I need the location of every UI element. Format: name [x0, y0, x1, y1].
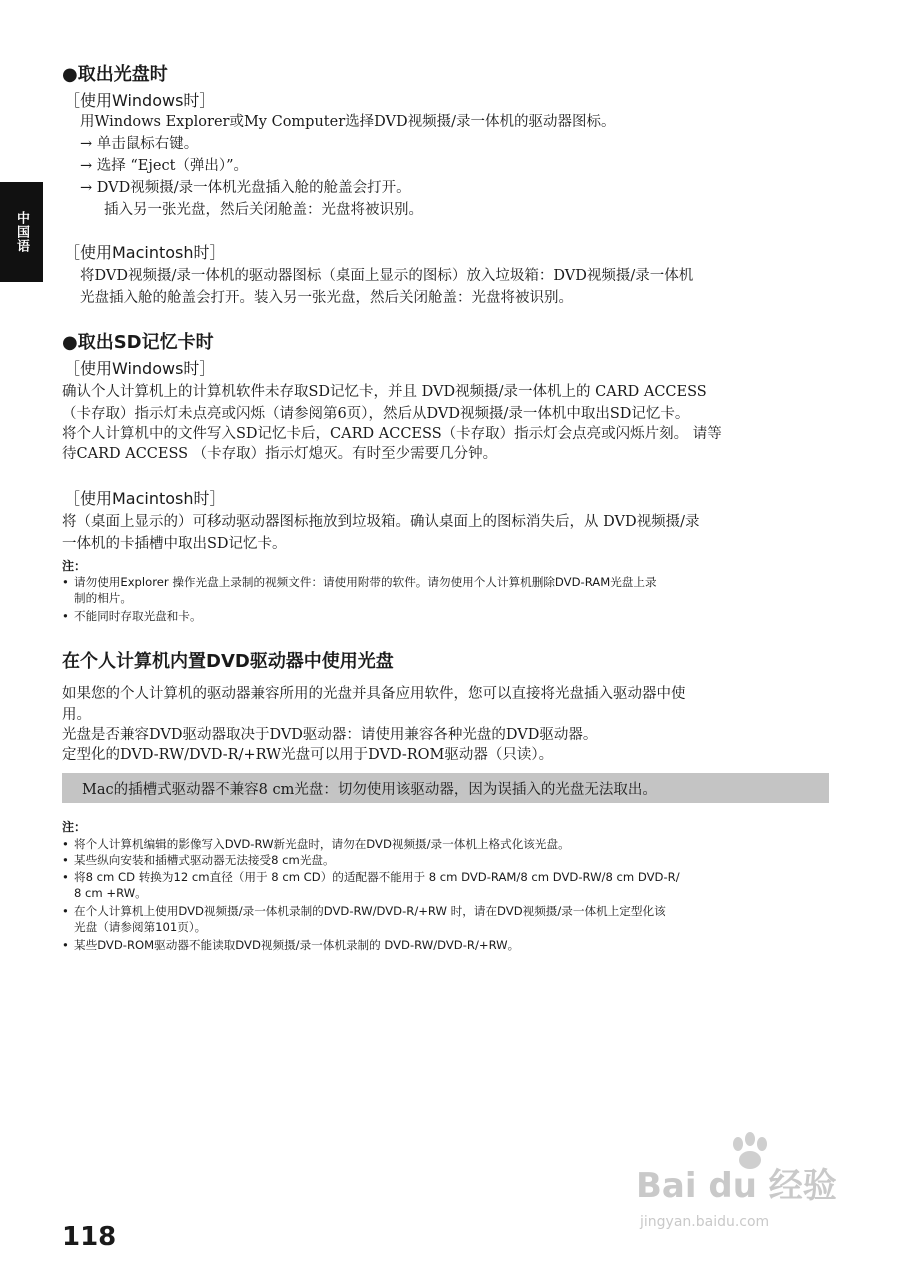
note-label: 注：: [62, 820, 87, 834]
note-item: •: [62, 904, 69, 918]
note-label: 注：: [62, 559, 87, 573]
note-item: •: [62, 938, 69, 952]
note-line: 某些纵向安装和插槽式驱动器无法接受8 cm光盘。: [74, 853, 335, 867]
section-title-eject-disc: ●取出光盘时: [62, 64, 168, 85]
note-line: 某些DVD-ROM驱动器不能读取DVD视频摄/录一体机录制的 DVD-RW/DVD-R/+RW。: [74, 938, 520, 952]
step-line: → 单击鼠标右键。: [80, 136, 199, 152]
warning-text: Mac的插槽式驱动器不兼容8 cm光盘：切勿使用该驱动器，因为误插入的光盘无法取出。: [82, 781, 657, 798]
note-item: •: [62, 609, 69, 623]
windows-heading: ［使用Windows时］: [64, 91, 216, 110]
note-line: 请勿使用Explorer 操作光盘上录制的视频文件：请使用附带的软件。请勿使用个人计算机删除DVD-RAM光盘上录: [74, 575, 657, 589]
note-line: 光盘（请参阅第101页）。: [74, 920, 207, 934]
note-line: 将个人计算机编辑的影像写入DVD-RW新光盘时，请勿在DVD视频摄/录一体机上格式化该光盘。: [74, 837, 570, 851]
paragraph-line: 将个人计算机中的文件写入SD记忆卡后，CARD ACCESS（卡存取）指示灯会点亮或闪烁片刻。 请等: [62, 426, 722, 442]
note-line: 在个人计算机上使用DVD视频摄/录一体机录制的DVD-RW/DVD-R/+RW 时，请在DVD视频摄/录一体机上定型化该: [74, 904, 666, 918]
note-line: 8 cm +RW。: [74, 886, 147, 900]
language-side-tab: [0, 182, 43, 282]
page-number: 118: [62, 1222, 117, 1252]
warning-box: [62, 773, 829, 803]
step-line: 插入另一张光盘，然后关闭舱盖：光盘将被识别。: [104, 202, 423, 218]
paragraph-line: 用Windows Explorer或My Computer选择DVD视频摄/录一体机的驱动器图标。: [80, 114, 616, 130]
macintosh-heading: ［使用Macintosh时］: [64, 489, 226, 508]
step-line: → 选择 “Eject（弹出）”。: [80, 158, 249, 174]
windows-heading: ［使用Windows时］: [64, 359, 216, 378]
paragraph-line: 一体机的卡插槽中取出SD记忆卡。: [62, 536, 287, 552]
paragraph-line: 待CARD ACCESS （卡存取）指示灯熄灭。有时至少需要几分钟。: [62, 446, 498, 462]
section-title-eject-sd: ●取出SD记忆卡时: [62, 332, 214, 353]
note-item: •: [62, 853, 69, 867]
paragraph-line: 光盘是否兼容DVD驱动器取决于DVD驱动器：请使用兼容各种光盘的DVD驱动器。: [62, 727, 598, 743]
paragraph-line: （卡存取）指示灯未点亮或闪烁（请参阅第6页），然后从DVD视频摄/录一体机中取出SD记忆卡。: [62, 406, 690, 422]
note-item: •: [62, 870, 69, 884]
paragraph-line: 定型化的DVD-RW/DVD-R/+RW光盘可以用于DVD-ROM驱动器（只读）。: [62, 747, 554, 763]
step-line: → DVD视频摄/录一体机光盘插入舱的舱盖会打开。: [80, 180, 411, 196]
note-item: •: [62, 575, 69, 589]
watermark-url: jingyan.baidu.com: [640, 1214, 770, 1230]
note-line: 不能同时存取光盘和卡。: [74, 609, 202, 623]
paragraph-line: 将（桌面上显示的）可移动驱动器图标拖放到垃圾箱。确认桌面上的图标消失后，从 DVD视频摄/录: [62, 514, 700, 530]
paragraph-line: 用。: [62, 707, 91, 723]
note-line: 制的相片。: [74, 591, 132, 605]
watermark-logo: Bai du 经验: [636, 1166, 837, 1206]
note-line: 将8 cm CD 转换为12 cm直径（用于 8 cm CD）的适配器不能用于 8 cm DVD-RAM/8 cm DVD-RW/8 cm DVD-R/: [74, 870, 680, 884]
paragraph-line: 如果您的个人计算机的驱动器兼容所用的光盘并具备应用软件，您可以直接将光盘插入驱动器中使: [62, 686, 686, 702]
paragraph-line: 将DVD视频摄/录一体机的驱动器图标（桌面上显示的图标）放入垃圾箱：DVD视频摄/录一体机: [80, 268, 694, 284]
baidu-watermark: [636, 1158, 846, 1248]
side-tab-label: 中国语: [14, 211, 29, 253]
paragraph-line: 确认个人计算机上的计算机软件未存取SD记忆卡，并且 DVD视频摄/录一体机上的 CARD ACCESS: [62, 384, 707, 400]
macintosh-heading: ［使用Macintosh时］: [64, 243, 226, 262]
paragraph-line: 光盘插入舱的舱盖会打开。装入另一张光盘，然后关闭舱盖：光盘将被识别。: [80, 290, 573, 306]
section-title-internal-drive: 在个人计算机内置DVD驱动器中使用光盘: [62, 651, 394, 672]
note-item: •: [62, 837, 69, 851]
